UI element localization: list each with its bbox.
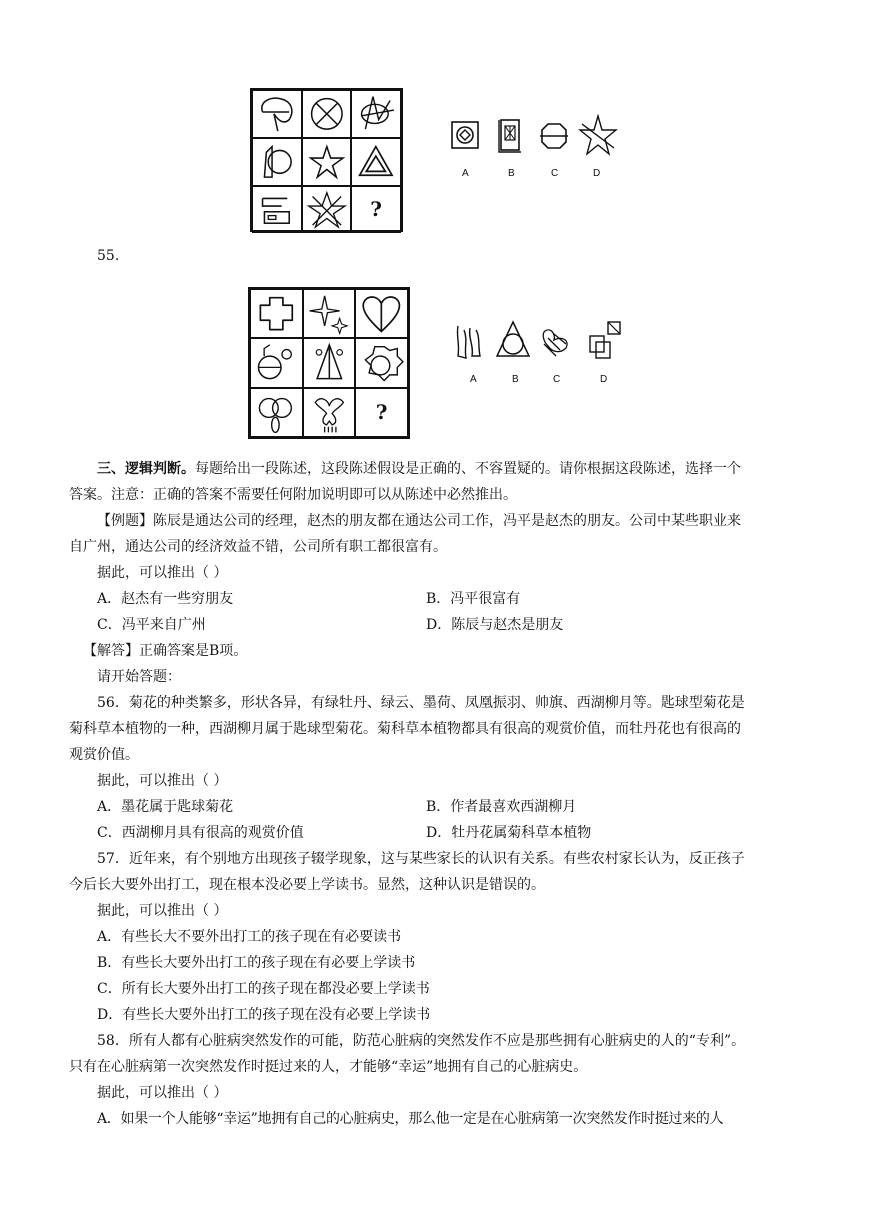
q55-question-mark: ? bbox=[375, 400, 388, 425]
q54-cell-3 bbox=[351, 90, 401, 138]
q55-cell-4 bbox=[250, 338, 303, 387]
q56-option-d: D．牡丹花属菊科草本植物 bbox=[426, 825, 592, 841]
example-option-a: A．赵杰有一些穷朋友 bbox=[97, 591, 234, 607]
q55-option-a-label: A bbox=[470, 374, 477, 385]
q55-cell-6 bbox=[355, 338, 408, 387]
example-line2: 自广州，通达公司的经济效益不错，公司所有职工都很富有。 bbox=[69, 539, 447, 555]
q56-option-a: A．墨花属于匙球菊花 bbox=[97, 799, 234, 815]
q56-line2: 菊科草本植物的一种，西湖柳月属于匙球型菊花。菊科草本植物都具有很高的观赏价值，而牡丹花也有很高的 bbox=[69, 721, 741, 737]
q56-prompt: 据此，可以推出（ ） bbox=[97, 773, 228, 789]
q54-cell-7 bbox=[252, 186, 302, 234]
q58-line1: 58．所有人都有心脏病突然发作的可能，防范心脏病的突然发作不应是那些拥有心脏病史的人的“专利”。 bbox=[97, 1033, 746, 1049]
q55-option-c-label: C bbox=[553, 374, 561, 385]
example-option-b: B．冯平很富有 bbox=[426, 591, 521, 607]
q57-option-b: B．有些长大要外出打工的孩子现在有必要上学读书 bbox=[97, 955, 416, 971]
example-line1: 【例题】陈辰是通达公司的经理，赵杰的朋友都在通达公司工作，冯平是赵杰的朋友。公司中某些职业来 bbox=[97, 513, 741, 529]
q56-line1: 56．菊花的种类繁多，形状各异，有绿牡丹、绿云、墨荷、凤凰振羽、帅旗、西湖柳月等。匙球型菊花是 bbox=[97, 695, 745, 711]
q57-option-a: A．有些长大不要外出打工的孩子现在有必要读书 bbox=[97, 929, 402, 945]
q54-cell-8 bbox=[302, 186, 352, 234]
q55-cell-8 bbox=[303, 388, 356, 437]
example-prompt: 据此，可以推出（ ） bbox=[97, 565, 228, 581]
q54-option-a-shape bbox=[450, 120, 480, 150]
q54-matrix bbox=[250, 88, 403, 232]
q56-option-c: C．西湖柳月具有很高的观赏价值 bbox=[97, 825, 304, 841]
q55-option-c-shape bbox=[540, 324, 574, 360]
q54-cell-4 bbox=[252, 138, 302, 186]
example-option-c: C．冯平来自广州 bbox=[97, 617, 206, 633]
section-title: 三、逻辑判断。 bbox=[97, 461, 195, 477]
q55-option-a-shape bbox=[452, 322, 484, 362]
q55-options bbox=[450, 318, 630, 398]
q54-option-a-label: A bbox=[462, 168, 469, 179]
q56-option-b: B．作者最喜欢西湖柳月 bbox=[426, 799, 577, 815]
q58-line2: 只有在心脏病第一次突然发作时挺过来的人，才能够“幸运”地拥有自己的心脏病史。 bbox=[69, 1059, 588, 1075]
example-option-d: D．陈辰与赵杰是朋友 bbox=[426, 617, 564, 633]
q55-cell-1 bbox=[250, 289, 303, 338]
q55-cell-3 bbox=[355, 289, 408, 338]
q54-options bbox=[440, 100, 620, 190]
start-prompt: 请开始答题： bbox=[97, 669, 181, 685]
q54-cell-2 bbox=[302, 90, 352, 138]
q55-cell-question bbox=[355, 388, 408, 437]
q54-cell-6 bbox=[351, 138, 401, 186]
q58-option-a: A．如果一个人能够“幸运”地拥有自己的心脏病史，那么他一定是在心脏病第一次突然发作时挺过来的人 bbox=[97, 1111, 724, 1127]
q55-option-b-shape bbox=[495, 320, 531, 360]
q55-option-d-label: D bbox=[600, 374, 608, 385]
q54-option-b-shape bbox=[497, 116, 525, 156]
example-answer: 【解答】正确答案是B项。 bbox=[83, 643, 248, 659]
section-intro-line2: 答案。注意：正确的答案不需要任何附加说明即可以从陈述中必然推出。 bbox=[69, 487, 517, 503]
q57-prompt: 据此，可以推出（ ） bbox=[97, 903, 228, 919]
q57-line1: 57．近年来，有个别地方出现孩子辍学现象，这与某些家长的认识有关系。有些农村家长认为，反正孩子 bbox=[97, 851, 745, 867]
q55-option-b-label: B bbox=[512, 374, 519, 385]
q55-cell-7 bbox=[250, 388, 303, 437]
q54-option-b-label: B bbox=[508, 168, 515, 179]
section-intro-line1 bbox=[97, 456, 809, 482]
q54-question-mark: ? bbox=[370, 197, 383, 222]
q54-cell-question bbox=[351, 186, 401, 234]
q54-option-c-label: C bbox=[551, 168, 559, 179]
q55-number: 55. bbox=[97, 248, 120, 264]
q54-option-d-label: D bbox=[593, 168, 601, 179]
section-intro-text: 每题给出一段陈述，这段陈述假设是正确的、不容置疑的。请你根据这段陈述，选择一个 bbox=[195, 461, 741, 477]
q54-option-c-shape bbox=[538, 120, 570, 152]
q56-line3: 观赏价值。 bbox=[69, 747, 139, 763]
q54-option-d-shape bbox=[578, 114, 618, 156]
q58-prompt: 据此，可以推出（ ） bbox=[97, 1085, 228, 1101]
q57-option-c: C．所有长大要外出打工的孩子现在都没必要上学读书 bbox=[97, 981, 430, 997]
q55-matrix bbox=[248, 287, 410, 439]
q57-option-d: D．有些长大要外出打工的孩子现在没有必要上学读书 bbox=[97, 1007, 431, 1023]
q55-cell-5 bbox=[303, 338, 356, 387]
q54-cell-5 bbox=[302, 138, 352, 186]
q54-cell-1 bbox=[252, 90, 302, 138]
q57-line2: 今后长大要外出打工，现在根本没必要上学读书。显然，这种认识是错误的。 bbox=[69, 877, 545, 893]
q55-option-d-shape bbox=[586, 320, 622, 362]
q55-cell-2 bbox=[303, 289, 356, 338]
